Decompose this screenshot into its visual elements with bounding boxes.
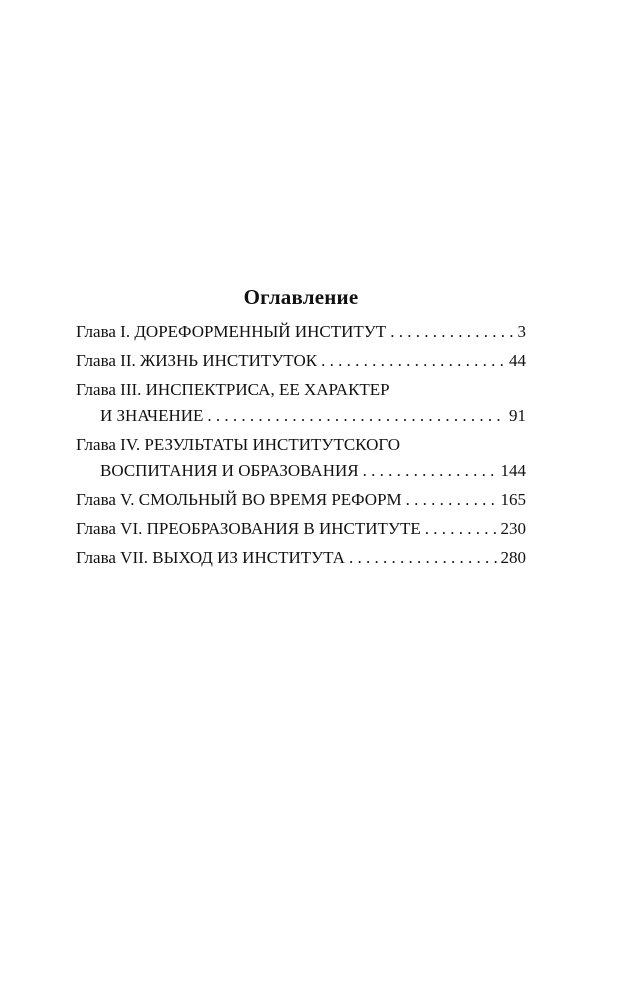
dot-leader [321,348,505,374]
toc-entry-chapter-5 [76,487,526,513]
toc-entry-label: Глава II. ЖИЗНЬ ИНСТИТУТОК [76,351,318,370]
toc-entry-chapter-2 [76,348,526,374]
dot-leader [390,319,513,345]
toc-page-number: 3 [517,322,526,341]
toc-page-number: 144 [500,461,526,480]
toc-entry-chapter-1 [76,319,526,345]
toc-entry-label: Глава VI. ПРЕОБРАЗОВАНИЯ В ИНСТИТУТЕ [76,519,421,538]
toc-page-number: 165 [500,490,526,509]
table-of-contents [76,284,526,574]
toc-page-number: 280 [500,548,526,567]
toc-entry-chapter-7 [76,545,526,571]
toc-entry-chapter-4 [76,432,526,484]
toc-entry-label-continued: ВОСПИТАНИЯ И ОБРАЗОВАНИЯ [100,461,359,480]
toc-entry-chapter-3 [76,377,526,429]
dot-leader [349,545,497,571]
toc-entry-label: Глава I. ДОРЕФОРМЕННЫЙ ИНСТИТУТ [76,322,387,341]
dot-leader [207,403,505,429]
dot-leader [425,516,497,542]
toc-page-number: 91 [509,406,526,425]
toc-entry-chapter-6 [76,516,526,542]
toc-entry-label-continued: И ЗНАЧЕНИЕ [100,406,204,425]
dot-leader [406,487,497,513]
toc-title: Оглавление [243,285,359,309]
toc-page-number: 44 [509,351,526,370]
toc-page-number: 230 [500,519,526,538]
toc-entry-label: Глава IV. РЕЗУЛЬТАТЫ ИНСТИТУТСКОГО [76,435,401,454]
toc-entry-label: Глава V. СМОЛЬНЫЙ ВО ВРЕМЯ РЕФОРМ [76,490,402,509]
toc-entry-label: Глава III. ИНСПЕКТРИСА, ЕЕ ХАРАКТЕР [76,380,390,399]
dot-leader [363,458,497,484]
toc-entry-label: Глава VII. ВЫХОД ИЗ ИНСТИТУТА [76,548,345,567]
